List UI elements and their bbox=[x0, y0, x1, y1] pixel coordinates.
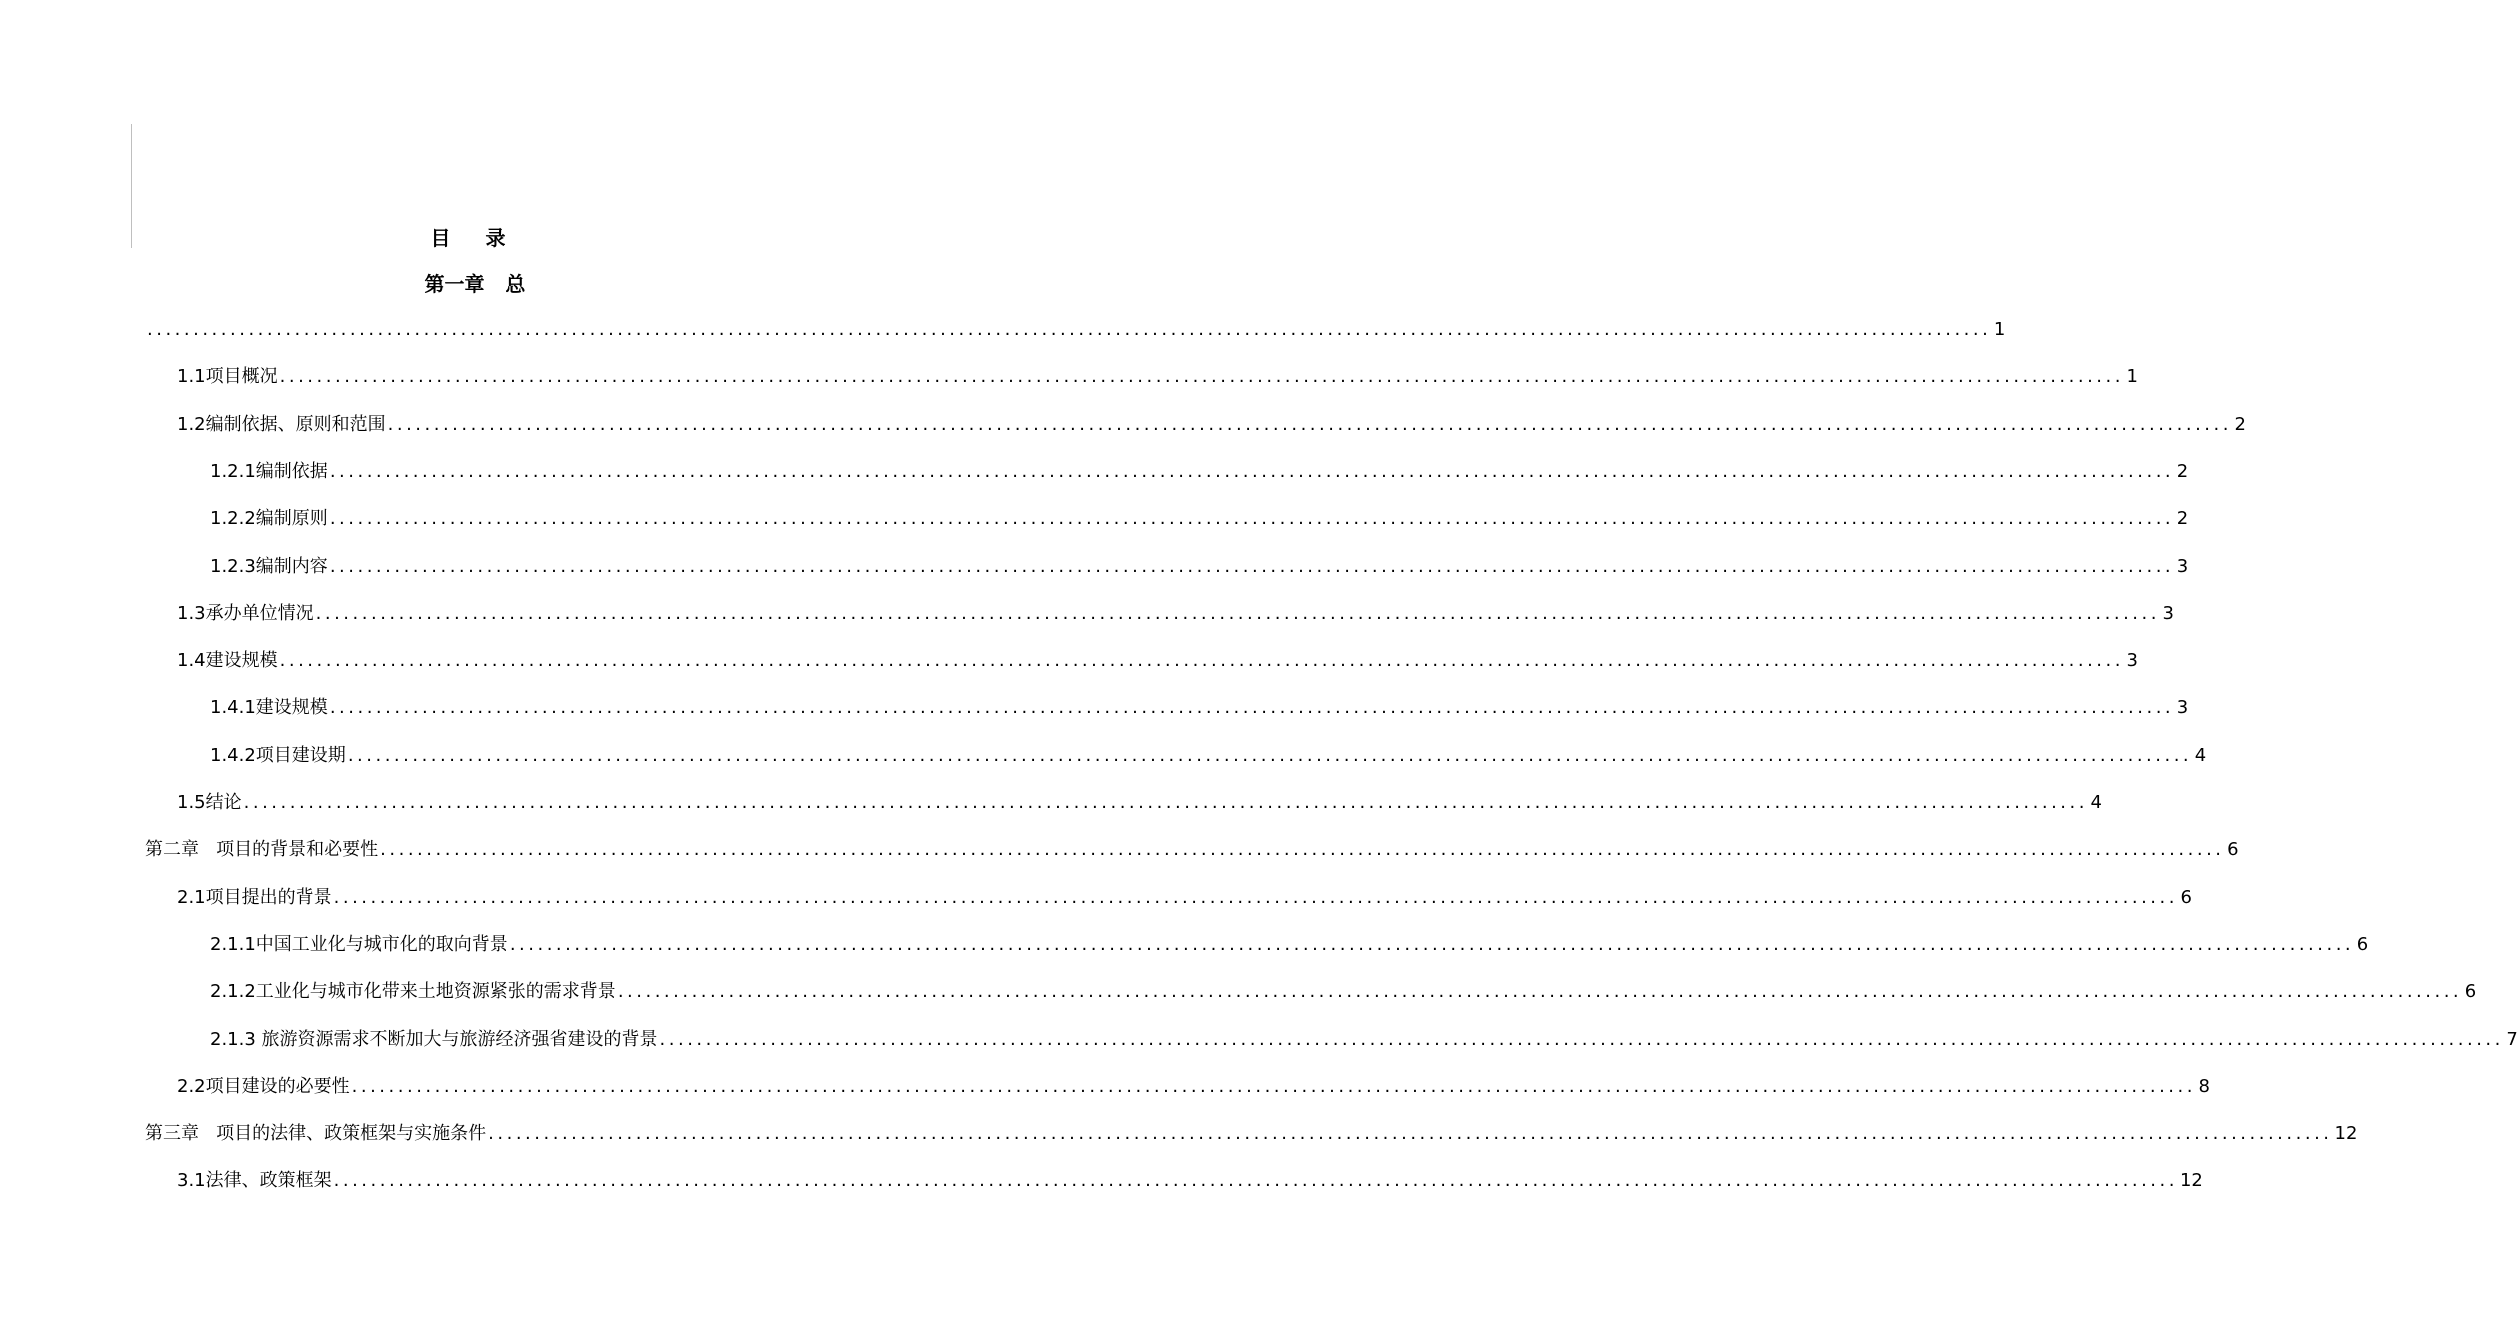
toc-entry-page: 1 bbox=[1993, 319, 2006, 340]
toc-entry[interactable] bbox=[210, 456, 2189, 488]
toc-entry-title: 第三章 项目的法律、政策框架与实施条件 bbox=[145, 1123, 487, 1144]
toc-entry[interactable] bbox=[145, 314, 2006, 346]
toc-entry-title: 2.1项目提出的背景 bbox=[177, 887, 332, 908]
toc-entry-title: 2.1.3 旅游资源需求不断加大与旅游经济强省建设的背景 bbox=[210, 1029, 658, 1050]
toc-entry[interactable] bbox=[177, 409, 2246, 441]
chapter-one-heading: 第一章 总 bbox=[424, 272, 526, 296]
toc-dot-leader: ........................................................................................................................................................................................................ bbox=[279, 366, 2124, 387]
toc-entry-page: 12 bbox=[2334, 1123, 2358, 1144]
toc-entry-page: 2 bbox=[2176, 508, 2189, 529]
toc-dot-leader: ........................................................................................................................................................................................................ bbox=[243, 792, 2088, 813]
toc-dot-leader: ........................................................................................................................................................................................................ bbox=[329, 461, 2175, 482]
toc-dot-leader: ........................................................................................................................................................................................................ bbox=[333, 1170, 2178, 1191]
toc-entry-page: 2 bbox=[2176, 461, 2189, 482]
toc-dot-leader: ........................................................................................................................................................................................................ bbox=[315, 603, 2160, 624]
toc-dot-leader: ........................................................................................................................................................................................................ bbox=[351, 1076, 2196, 1097]
toc-entry-title: 2.1.2工业化与城市化带来土地资源紧张的需求背景 bbox=[210, 981, 616, 1002]
toc-entry[interactable] bbox=[177, 361, 2138, 393]
toc-entry[interactable] bbox=[177, 1071, 2210, 1103]
toc-entry-page: 6 bbox=[2356, 934, 2369, 955]
toc-entry-page: 4 bbox=[2090, 792, 2102, 813]
toc-dot-leader: ........................................................................................................................................................................................................ bbox=[387, 414, 2232, 435]
toc-entry-title: 2.2项目建设的必要性 bbox=[177, 1076, 350, 1097]
toc-entry[interactable] bbox=[210, 929, 2369, 961]
toc-entry-page: 6 bbox=[2180, 887, 2192, 908]
toc-entry[interactable] bbox=[177, 645, 2138, 677]
toc-entry-page: 2 bbox=[2234, 414, 2246, 435]
toc-entry[interactable] bbox=[145, 834, 2239, 866]
toc-dot-leader: ........................................................................................................................................................................................................ bbox=[488, 1123, 2333, 1144]
toc-entry-page: 1 bbox=[2126, 366, 2138, 387]
toc-entry-page: 3 bbox=[2126, 650, 2138, 671]
toc-entry[interactable] bbox=[210, 503, 2189, 535]
toc-entry-title: 1.2.1编制依据 bbox=[210, 461, 328, 482]
toc-dot-leader: ........................................................................................................................................................................................................ bbox=[329, 697, 2175, 718]
toc-dot-leader: ........................................................................................................................................................................................................ bbox=[347, 745, 2193, 766]
toc-entry-page: 3 bbox=[2162, 603, 2174, 624]
toc-entry-title: 1.4建设规模 bbox=[177, 650, 278, 671]
toc-entry-title: 1.5结论 bbox=[177, 792, 242, 813]
toc-entry-page: 4 bbox=[2194, 745, 2207, 766]
toc-dot-leader: ........................................................................................................................................................................................................ bbox=[509, 934, 2355, 955]
toc-entry-title: 1.2.2编制原则 bbox=[210, 508, 328, 529]
toc-entry-title: 1.4.2项目建设期 bbox=[210, 745, 346, 766]
toc-entry-title: 1.2.3编制内容 bbox=[210, 556, 328, 577]
toc-entry-title: 3.1法律、政策框架 bbox=[177, 1170, 332, 1191]
toc-entry-page: 12 bbox=[2179, 1170, 2203, 1191]
toc-entry-page: 3 bbox=[2176, 556, 2189, 577]
toc-dot-leader: ........................................................................................................................................................................................................ bbox=[659, 1029, 2504, 1050]
toc-entry[interactable] bbox=[210, 1024, 2518, 1056]
toc-entry-page: 7 bbox=[2506, 1029, 2518, 1050]
toc-dot-leader: ........................................................................................................................................................................................................ bbox=[147, 319, 1992, 340]
toc-entry-page: 6 bbox=[2464, 981, 2477, 1002]
toc-entry[interactable] bbox=[145, 1118, 2358, 1150]
toc-entry-title: 2.1.1中国工业化与城市化的取向背景 bbox=[210, 934, 508, 955]
toc-dot-leader: ........................................................................................................................................................................................................ bbox=[279, 650, 2124, 671]
toc-entry-page: 6 bbox=[2227, 839, 2239, 860]
toc-entry[interactable] bbox=[177, 598, 2174, 630]
toc-entry[interactable] bbox=[210, 740, 2207, 772]
toc-entry[interactable] bbox=[210, 692, 2189, 724]
toc-dot-leader: ........................................................................................................................................................................................................ bbox=[617, 981, 2463, 1002]
toc-dot-leader: ........................................................................................................................................................................................................ bbox=[329, 556, 2175, 577]
toc-entry-title: 1.3承办单位情况 bbox=[177, 603, 314, 624]
toc-dot-leader: ........................................................................................................................................................................................................ bbox=[380, 839, 2225, 860]
toc-entry-title: 1.2编制依据、原则和范围 bbox=[177, 414, 386, 435]
toc-dot-leader: ........................................................................................................................................................................................................ bbox=[333, 887, 2178, 908]
toc-dot-leader: ........................................................................................................................................................................................................ bbox=[329, 508, 2175, 529]
toc-entry[interactable] bbox=[210, 976, 2477, 1008]
toc-entry[interactable] bbox=[177, 1165, 2203, 1197]
toc-entry-title: 1.4.1建设规模 bbox=[210, 697, 328, 718]
toc-entry-title: 1.1项目概况 bbox=[177, 366, 278, 387]
toc-entry[interactable] bbox=[210, 551, 2189, 583]
toc-entry[interactable] bbox=[177, 882, 2192, 914]
toc-entry-title: 第二章 项目的背景和必要性 bbox=[145, 839, 379, 860]
toc-entry-page: 8 bbox=[2198, 1076, 2210, 1097]
toc-title: 目 录 bbox=[430, 226, 520, 250]
toc-entry-page: 3 bbox=[2176, 697, 2189, 718]
toc-entry[interactable] bbox=[177, 787, 2102, 819]
